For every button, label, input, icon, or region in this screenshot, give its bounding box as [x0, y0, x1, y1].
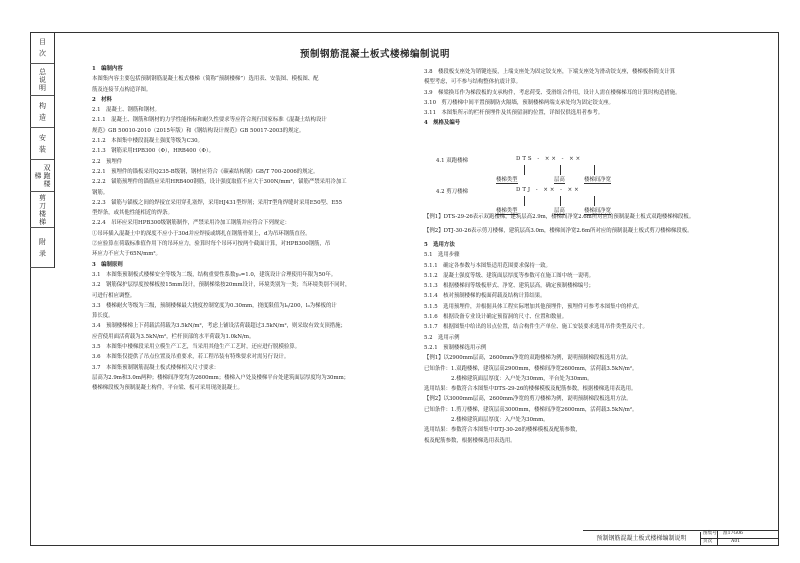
text-line: 2.楼梯建筑面层厚度：入户处为30mm。: [424, 417, 549, 424]
text-line: 3.3 楼梯耐火等级为三级，预制楼梯最大挠度控制宽度为0.30mm，挠度限值为l₀/200，l₀为梯板的计: [92, 302, 337, 309]
code-example-1: 【例1】DTS-29-26表示双跑楼梯，建筑层高2.9m，楼梯间净宽2.6m所对应的预制混凝土板式双跑楼梯梯段板。: [424, 214, 695, 220]
code-lbl-width-dts: 楼梯间净宽: [584, 177, 611, 183]
text-line: ①吊环插入混凝土中的深度不应小于30d并应焊接或绑扎在钢筋骨架上，d为吊环钢筋直径。: [92, 230, 311, 237]
text-line: 2.1.1 混凝土、钢筋和钢材的力学性能指标和耐久性要求等应符合现行国家标准《混凝土结构设计: [92, 117, 327, 124]
sidebar-cell: 剪刀楼梯: [30, 192, 54, 228]
right-column-top: [424, 67, 681, 129]
text-line: 5.2.1 预制楼梯选用示例: [424, 344, 487, 351]
text-line: 已知条件：1.双跑楼梯，建筑层高2900mm，楼梯间净宽2600mm，活荷载3.5kN/m²。: [424, 365, 638, 372]
text-line: 板及配筋参数，根据楼梯选用表选用。: [424, 437, 516, 444]
text-line: 3.1 本图集预制板式楼梯安全等级为二级，结构重要性系数γ₀=1.0，建筑设计合理使用年限为50年。: [92, 271, 337, 278]
text-line: 型焊条，或其他性能相近的焊条。: [92, 210, 173, 217]
code-bracket-dts: [490, 165, 620, 173]
text-line: 3.8 楼段板支座处为销键连接，上端支座处为固定铰支座，下端支座处为滑动铰支座，楼梯板指简支计算: [424, 69, 676, 75]
text-line: 2.1.3 钢筋采用HPB300（Φ），HRB400（Φ）。: [92, 148, 215, 155]
page-label: 页次: [703, 539, 713, 544]
code-label-dts: 4.1 双跑楼梯: [436, 158, 468, 164]
text-line: 环应力不应大于65N/mm²。: [92, 251, 161, 258]
text-line: 5.1 选用步骤: [424, 252, 460, 259]
left-column: [92, 64, 350, 394]
text-line: 2.2.2 锚筋预埋件的锚筋应采用HRB400钢筋，设计强度取值不应大于300N/mm²，锚筋严禁采用冷加工: [92, 179, 347, 186]
code-lbl-height-dtj: 层高: [554, 208, 565, 214]
text-line: 已知条件：1.剪刀楼梯，建筑层高3000mm，楼梯间净宽2600mm，活荷载3.5kN/m²。: [424, 406, 638, 413]
sidebar-index: [30, 32, 54, 546]
text-line: 2.2.3 锚筋与锚板之间的焊接宜采用穿孔塞焊，采用HJ431型焊剂；采用T型角焊缝时采用E50型、E55: [92, 199, 343, 206]
atlas-number: 淮17G06: [723, 531, 743, 536]
text-line: 3.4 预制楼梯梯上下荷载活荷载为3.5kN/m²，考虑上铺设活荷载超过3.5kN/m²，则采取有效支顶措施；: [92, 323, 346, 330]
code-spec-dts: [436, 155, 776, 185]
text-line: 层高为2.9m和3.0m两种；楼梯间净宽均为2600mm；楼梯入户处及楼梯平台处建筑面层厚度均为30mm；: [92, 374, 350, 381]
text-line: 5.2 选用示例: [424, 334, 460, 341]
text-line: 3.6 本图集仅提供了吊点位置及吊重要求，若工程吊装有特殊要求对需另行设计。: [92, 354, 290, 361]
code-label-dtj: 4.2 剪刀楼梯: [436, 189, 468, 195]
text-line: 可进行相应调整。: [92, 292, 136, 299]
text-line: 选用结果：参数符合本图集中DTS-29-26的楼梯模板及配筋参数，根据楼梯选用表选用。: [424, 386, 637, 393]
page-number: A01: [731, 539, 741, 544]
text-line: 【例2】以3000mm层高，2600mm净宽的剪刀楼梯为例，说明预制梯段板选用方法。: [424, 396, 632, 403]
section-heading: 2 材料: [92, 96, 112, 103]
code-lbl-width-dtj: 楼梯间净宽: [584, 208, 611, 214]
text-line: 应营使用面活荷载为3.5kN/m²，栏杆顶部的水平荷载为1.0kN/m。: [92, 333, 255, 340]
text-line: 本图集内容主要包括预制钢筋混凝土板式楼梯（简称“预制楼梯”）选用表、安装图、模板图、配: [92, 76, 319, 83]
text-line: 5.1.6 根据设备专业设计确定预留洞的尺寸、位置和数量。: [424, 314, 568, 321]
text-line: 2.2.4 吊环应采用HPB300级钢筋制作，严禁采用冷加工钢筋并应符合下列规定：: [92, 220, 291, 227]
text-line: ②应验算在荷载标准值作用下的吊环应力，验算时每个吊环可按两个截面计算，对HPB300钢筋，吊: [92, 241, 331, 248]
text-line: 5.1.4 核对预制楼梯的板面荷载及结构计算结果。: [424, 293, 546, 300]
text-line: 规范》GB 50010-2010（2015年版）和《钢结构设计规范》GB 50017-2003的规定。: [92, 127, 305, 134]
atlas-label: 图集号: [703, 531, 717, 536]
code-example-2: 【例2】DTJ-30-26表示剪刀楼梯，建筑层高3.0m，楼梯间净宽2.6m所对应的预制混凝土板式剪刀楼梯梯段板。: [424, 228, 693, 235]
section-heading: 4 规格及编号: [424, 120, 461, 127]
text-line: 3.9 梯梁换耳作为梯段板的支承构件，考虑荷受、受滑组合作用，设计人需在楼梯梯耳的计算时构造措施。: [424, 89, 681, 96]
text-line: 3.5 本图集中楼梯段采用立模生产工艺，当采用其他生产工艺时，还应进行脱模验算。: [92, 344, 301, 351]
sidebar-cell: 双跑楼梯: [30, 160, 54, 192]
code-bracket-dtj: [490, 196, 620, 204]
text-line: 2.1.2 本图集中楼段混凝土强度等级为C30。: [92, 138, 203, 145]
text-line: 模型考虑，可不参与结构整体抗震计算。: [424, 79, 522, 86]
text-line: 2.1 混凝土、钢筋和钢材。: [92, 107, 160, 114]
text-line: 【例1】以2900mm层高，2600mm净宽的双跑楼梯为例，说明预制梯段板选用方法。: [424, 355, 632, 362]
text-line: 3.7 本图集预制钢筋混凝土板式楼梯相关尺寸要求：: [92, 364, 220, 371]
text-line: 钢筋。: [92, 189, 109, 196]
code-lbl-height-dts: 层高: [554, 177, 565, 183]
sidebar-cell: 安 装: [30, 128, 54, 160]
text-line: 2.2 预埋件: [92, 158, 123, 165]
text-line: 2.楼梯建筑面层厚度：入户处为30mm，平台处为30mm。: [424, 375, 593, 382]
code-text-dts: DTS - ×× - ××: [516, 156, 583, 162]
section-heading: 3 编制原则: [92, 261, 123, 268]
section-heading: 1 编制内容: [92, 66, 123, 72]
code-examples: [424, 212, 694, 237]
text-line: 5.1.1 确定各参数与本图集适用范围要求保持一致。: [424, 262, 551, 269]
page-title: 预制钢筋混凝土板式楼梯编制说明: [300, 49, 451, 60]
text-line: 3.2 钢筋保护层厚度按梯板按15mm设计，预制梯梁按20mm设计，环境类别为一类；当环境类别不同时，: [92, 282, 351, 289]
text-line: 5.1.3 根据楼梯间等级板形式、净宽、建筑层高，确定预制楼梯编号；: [424, 283, 595, 290]
sidebar-cell: 构 造: [30, 96, 54, 128]
text-line: 3.10 剪刀楼梯中间平置预制防火隔墙，预制楼梯两端支承处均为固定铰支座。: [424, 99, 614, 106]
sidebar-cell: 总说明: [30, 64, 54, 96]
code-lbl-type-dtj: 楼梯类型: [496, 208, 518, 214]
title-block-name: 预制钢筋混凝土板式楼梯编制说明: [583, 532, 701, 546]
text-line: 算长度。: [92, 313, 114, 320]
text-line: 楼梯梯段板为预制混凝土构件，平台梁、板可采用现浇混凝土。: [92, 385, 243, 392]
text-line: 筋及连接节点构造详图。: [92, 86, 152, 93]
text-line: 3.11 本图集所示的栏杆预埋件及其预留洞的位置，详图仅供选用者参考。: [424, 110, 604, 117]
text-line: 2.2.1 预埋件的锚板采用Q235-B级钢，钢材应符合《碳素结构钢》GB/T 700-2006的规定。: [92, 168, 319, 175]
text-line: 5.1.7 根据图集中给出的吊点位置，结合构件生产单位、施工安装要求选用吊件类型及尺寸。: [424, 324, 648, 331]
code-text-dtj: DTJ - ×× - ××: [516, 187, 581, 193]
sidebar-divider: [54, 32, 55, 268]
sidebar-cell: 目 次: [30, 32, 54, 64]
title-block-grid: [701, 530, 779, 546]
text-line: 选用结果：参数符合本图集中DTJ-30-26的楼梯模板及配筋参数，: [424, 427, 581, 434]
code-lbl-type-dts: 楼梯类型: [496, 177, 518, 183]
text-line: 5.1.5 选用预埋件，并根据具体工程实际增加其他预埋件，预埋件可参考本图集中的样式。: [424, 303, 643, 310]
sidebar-cell: 附 录: [30, 228, 54, 268]
section-heading: 5 选用方法: [424, 242, 455, 248]
text-line: 5.1.2 混凝土强度等级、建筑面层厚度等参数可在施工图中统一说明。: [424, 272, 595, 279]
right-column-bottom: [424, 240, 648, 446]
